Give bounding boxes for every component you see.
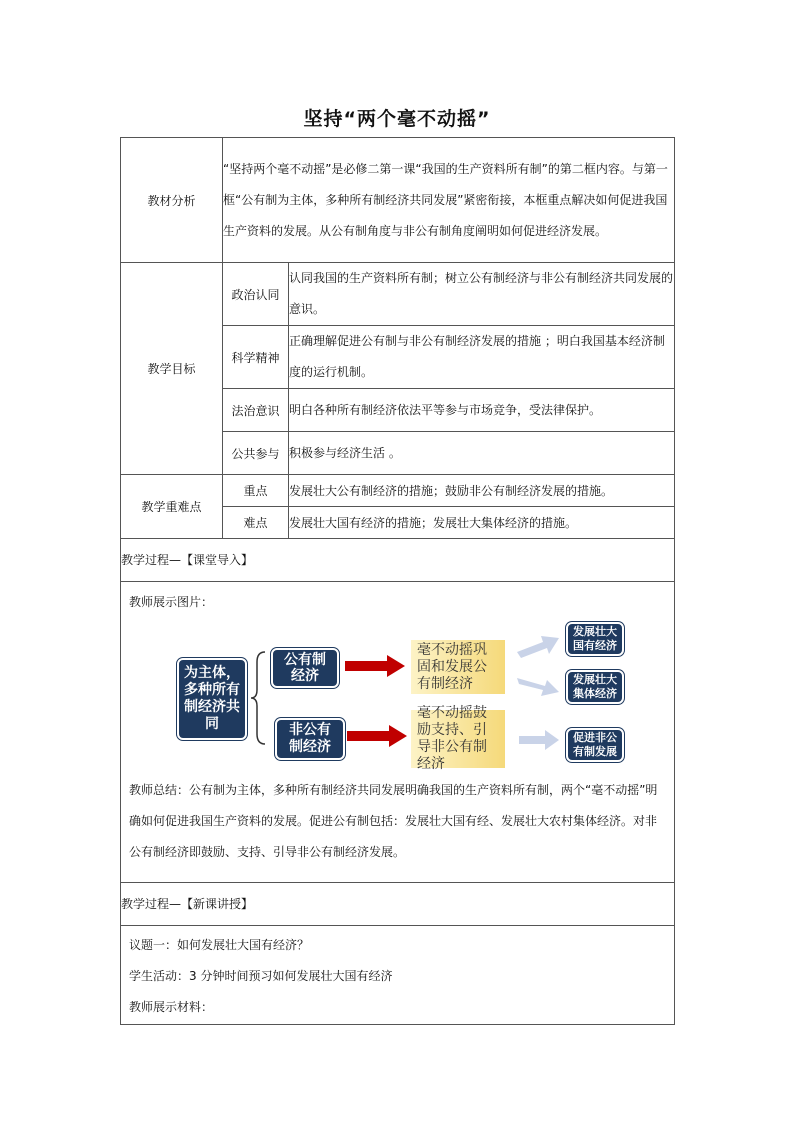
goal-text: 明白各种所有制经济依法平等参与市场竞争，受法律保护。 bbox=[289, 389, 675, 432]
key-name: 难点 bbox=[223, 507, 289, 539]
diagram-main-node: 为主体，多种所有制经济共同 bbox=[177, 658, 247, 740]
outcome-state-economy: 发展壮大国有经济 bbox=[566, 622, 624, 656]
page-title: 坚持“两个毫不动摇” bbox=[303, 108, 491, 130]
outcome-nonpublic-development: 促进非公有制发展 bbox=[566, 728, 624, 762]
goal-text: 正确理解促进公有制与非公有制经济发展的措施 ；明白我国基本经济制度的运行机制。 bbox=[289, 326, 675, 389]
goals-label: 教学目标 bbox=[121, 263, 223, 475]
show-image-text: 教师展示图片： bbox=[129, 595, 214, 609]
key-label: 教学重难点 bbox=[121, 475, 223, 539]
light-arrow-icon bbox=[517, 632, 559, 662]
goal-name: 政治认同 bbox=[223, 263, 289, 326]
process-heading: 教学过程—【新课讲授】 bbox=[121, 883, 675, 926]
teacher-summary: 教师总结：公有制为主体，多种所有制经济共同发展明确我国的生产资料所有制，两个“毫不动摇”明确如何促进我国生产资料的发展。促进公有制包括：发展壮大国有经、发展壮大农村集体经济。对非公有制经济即鼓励、支持、引导非公有制经济发展。 bbox=[129, 783, 658, 859]
goal-text: 积极参与经济生活 。 bbox=[289, 432, 675, 475]
nonpublic-economy-node: 非公有制经济 bbox=[275, 718, 345, 760]
light-arrow-icon bbox=[517, 672, 559, 698]
topic-one: 议题一：如何发展壮大国有经济？ bbox=[129, 938, 310, 952]
lesson-plan-table bbox=[120, 137, 675, 1025]
content-row bbox=[121, 926, 675, 1025]
red-arrow-icon bbox=[345, 654, 405, 678]
brace-icon bbox=[249, 650, 267, 746]
outcome-collective-economy: 发展壮大集体经济 bbox=[566, 670, 624, 704]
key-text: 发展壮大国有经济的措施；发展壮大集体经济的措施。 bbox=[289, 507, 675, 539]
process-row bbox=[121, 883, 675, 926]
goal-name: 公共参与 bbox=[223, 432, 289, 475]
teacher-material: 教师展示材料： bbox=[129, 1000, 214, 1014]
key-text: 发展壮大公有制经济的措施；鼓励非公有制经济发展的措施。 bbox=[289, 475, 675, 507]
public-result-box: 毫不动摇巩固和发展公有制经济 bbox=[411, 640, 505, 694]
public-economy-node: 公有制经济 bbox=[271, 648, 339, 688]
diagram bbox=[121, 614, 676, 772]
analysis-row bbox=[121, 138, 675, 263]
goal-name: 法治意识 bbox=[223, 389, 289, 432]
nonpublic-result-box: 毫不动摇鼓励支持、引导非公有制经济 bbox=[411, 710, 505, 768]
analysis-label: 教材分析 bbox=[121, 138, 223, 263]
process-row bbox=[121, 539, 675, 582]
content-row bbox=[121, 582, 675, 883]
student-activity: 学生活动：3 分钟时间预习如何发展壮大国有经济 bbox=[129, 969, 393, 983]
analysis-text: “坚持两个毫不动摇”是必修二第一课“我国的生产资料所有制”的第二框内容。与第一框“公有制为主体，多种所有制经济共同发展”紧密衔接，本框重点解决如何促进我国生产资料的发展。从公有制角度与非公有制角度阐明如何促进经济发展。 bbox=[223, 138, 675, 263]
goal-text: 认同我国的生产资料所有制；树立公有制经济与非公有制经济共同发展的意识。 bbox=[289, 263, 675, 326]
process-heading: 教学过程—【课堂导入】 bbox=[121, 539, 675, 582]
light-arrow-icon bbox=[519, 730, 559, 750]
key-name: 重点 bbox=[223, 475, 289, 507]
goal-row bbox=[121, 263, 675, 326]
goal-name: 科学精神 bbox=[223, 326, 289, 389]
red-arrow-icon bbox=[347, 724, 407, 748]
key-row bbox=[121, 475, 675, 507]
